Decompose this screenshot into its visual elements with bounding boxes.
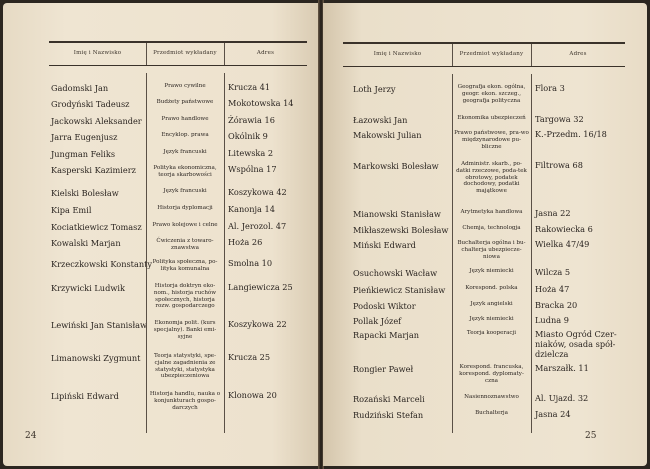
subject-taught: Historja dyplomacji: [157, 205, 213, 211]
page-number: 24: [25, 431, 37, 441]
subject-taught: Język angielski: [470, 301, 513, 307]
address: Smolna 10: [228, 258, 273, 268]
top-rule: [343, 42, 625, 44]
subject-taught: Polityka społeczna, po-lityka komunalna: [152, 259, 218, 272]
address: Klonowa 20: [228, 390, 277, 400]
header-rule: [49, 65, 307, 66]
person-name: Lewiński Jan Stanisław: [51, 320, 148, 330]
address: Jasna 24: [535, 409, 571, 419]
address: Al. Ujazd. 32: [535, 393, 589, 403]
address: Krucza 41: [228, 82, 271, 92]
subject-taught: Język francuski: [163, 188, 207, 194]
person-name: Łazowski Jan: [353, 115, 408, 125]
address: Langiewicza 25: [228, 282, 293, 292]
right-page: [323, 3, 647, 466]
address: Flora 3: [535, 83, 565, 93]
subject-taught: Ćwiczenia z towaro-znawstwa: [156, 238, 214, 251]
subject-taught: Budżety państwowe: [156, 99, 214, 105]
header-rule: [343, 66, 625, 67]
address: Wilcza 5: [535, 267, 571, 277]
subject-taught: Chemja, technologja: [462, 225, 521, 231]
person-name: Gadomski Jan: [51, 83, 109, 93]
header-subject: Przedmiot wykładany: [153, 50, 217, 56]
person-name: Krzeczkowski Konstanty: [51, 259, 153, 269]
address: Kanonja 14: [228, 204, 275, 214]
person-name: Pieńkiewicz Stanisław: [353, 285, 446, 295]
header-address: Adres: [569, 51, 587, 57]
column-divider: [146, 73, 147, 433]
subject-taught: Nasiennoznawstwo: [464, 394, 519, 400]
person-name: Kowalski Marjan: [51, 238, 121, 248]
subject-taught: Prawo handlowe: [161, 116, 209, 122]
address: Hoża 47: [535, 284, 570, 294]
subject-taught: Teorja statystyki, spe-cjalne zagadnienia ze statystyki, statystyka ubezpieczeniowa: [153, 353, 217, 380]
top-rule: [49, 41, 307, 43]
address: Wielka 47/49: [535, 239, 590, 249]
header-name: Imię i Nazwisko: [373, 51, 422, 57]
subject-taught: Język niemiecki: [469, 316, 514, 322]
subject-taught: Prawo cywilne: [164, 83, 206, 89]
column-divider: [224, 73, 225, 433]
person-name: Jarra Eugenjusz: [51, 132, 118, 142]
subject-taught: Historja doktryn eko-nom., historja ruchów społecznych, historja rozw. gospodarczego: [153, 283, 217, 310]
address: Wspólna 17: [228, 164, 277, 174]
address: Krucza 25: [228, 352, 271, 362]
column-divider: [531, 74, 532, 433]
person-name: Miński Edward: [353, 240, 416, 250]
person-name: Kasperski Kazimierz: [51, 165, 136, 175]
person-name: Loth Jerzy: [353, 84, 396, 94]
address: Hoża 26: [228, 237, 263, 247]
person-name: Grodyński Tadeusz: [51, 99, 130, 109]
subject-taught: Korespond. francuska, korespond. dyplomaty-czna: [459, 364, 524, 384]
person-name: Limanowski Zygmunt: [51, 353, 141, 363]
subject-taught: Korespond. polska: [465, 285, 518, 291]
subject-taught: Arytmetyka handlowa: [460, 209, 523, 215]
person-name: Makowski Julian: [353, 130, 422, 140]
person-name: Krzywicki Ludwik: [51, 283, 125, 293]
subject-taught: Ekonomika ubezpieczeń: [457, 115, 526, 121]
person-name: Mianowski Stanisław: [353, 209, 441, 219]
person-name: Osuchowski Wacław: [353, 268, 438, 278]
subject-taught: Historja handlu, nauka o konjunkturach gospo-darczych: [149, 391, 221, 411]
person-name: Mikłaszewski Bolesław: [353, 225, 449, 235]
address: Litewska 2: [228, 148, 274, 158]
subject-taught: Ekonomja polit. (kurs specjalny). Banki emi-syjne: [153, 320, 217, 340]
subject-taught: Polityka ekonomiczna, teorja skarbowości: [153, 165, 217, 178]
address: Żórawia 16: [228, 115, 275, 125]
subject-taught: Prawo państwowe, pra-wo międzynarodowe pu-bliczne: [454, 130, 529, 150]
person-name: Jackowski Aleksander: [51, 116, 142, 126]
address: Miasto Ogród Czer-niaków, osada spół-dzielcza: [535, 329, 617, 359]
person-name: Lipiński Edward: [51, 391, 119, 401]
subject-taught: Geografja ekon. ogólna, geogr. ekon. szczeg., geografja polityczna: [457, 84, 526, 104]
address: Mokotowska 14: [228, 98, 294, 108]
person-name: Kipa Emil: [51, 205, 92, 215]
address: Koszykowa 42: [228, 187, 287, 197]
header-address: Adres: [256, 50, 275, 56]
address: Al. Jerozol. 47: [228, 221, 287, 231]
address: Targowa 32: [535, 114, 584, 124]
address: Rakowiecka 6: [535, 224, 593, 234]
subject-taught: Buchalterja ogólna i bu-chalterja ubezpiecze-niowa: [457, 240, 526, 260]
address: K.-Przedm. 16/18: [535, 129, 607, 139]
subject-taught: Administr. skarb., po-datki rzeczowe, poda-tek obrotowy, podatek dochodowy, podatki majątkowe: [456, 161, 527, 195]
person-name: Markowski Bolesław: [353, 161, 439, 171]
address: Filtrowa 68: [535, 160, 583, 170]
person-name: Podoski Wiktor: [353, 301, 416, 311]
subject-taught: Język niemiecki: [469, 268, 514, 274]
person-name: Kociatkiewicz Tomasz: [51, 222, 142, 232]
header-name: Imię i Nazwisko: [73, 50, 122, 56]
subject-taught: Buchalterja: [475, 410, 508, 416]
page-number: 25: [585, 431, 597, 441]
subject-taught: Teorja kooperacji: [466, 330, 517, 336]
subject-taught: Encyklop. prawa: [161, 132, 209, 138]
person-name: Rongier Paweł: [353, 364, 414, 374]
left-page: [3, 3, 319, 466]
address: Ludna 9: [535, 315, 569, 325]
address: Marszałk. 11: [535, 363, 589, 373]
address: Okólnik 9: [228, 131, 268, 141]
address: Koszykowa 22: [228, 319, 287, 329]
header-subject: Przedmiot wykładany: [459, 51, 524, 57]
person-name: Rapacki Marjan: [353, 330, 419, 340]
person-name: Jungman Feliks: [51, 149, 116, 159]
subject-taught: Język francuski: [163, 149, 207, 155]
subject-taught: Prawo kolejowe i celne: [152, 222, 218, 228]
person-name: Rudziński Stefan: [353, 410, 424, 420]
address: Jasna 22: [535, 208, 571, 218]
person-name: Pollak Józef: [353, 316, 402, 326]
address: Bracka 20: [535, 300, 578, 310]
column-divider: [452, 74, 453, 433]
person-name: Rozański Marceli: [353, 394, 425, 404]
person-name: Kielski Bolesław: [51, 188, 119, 198]
